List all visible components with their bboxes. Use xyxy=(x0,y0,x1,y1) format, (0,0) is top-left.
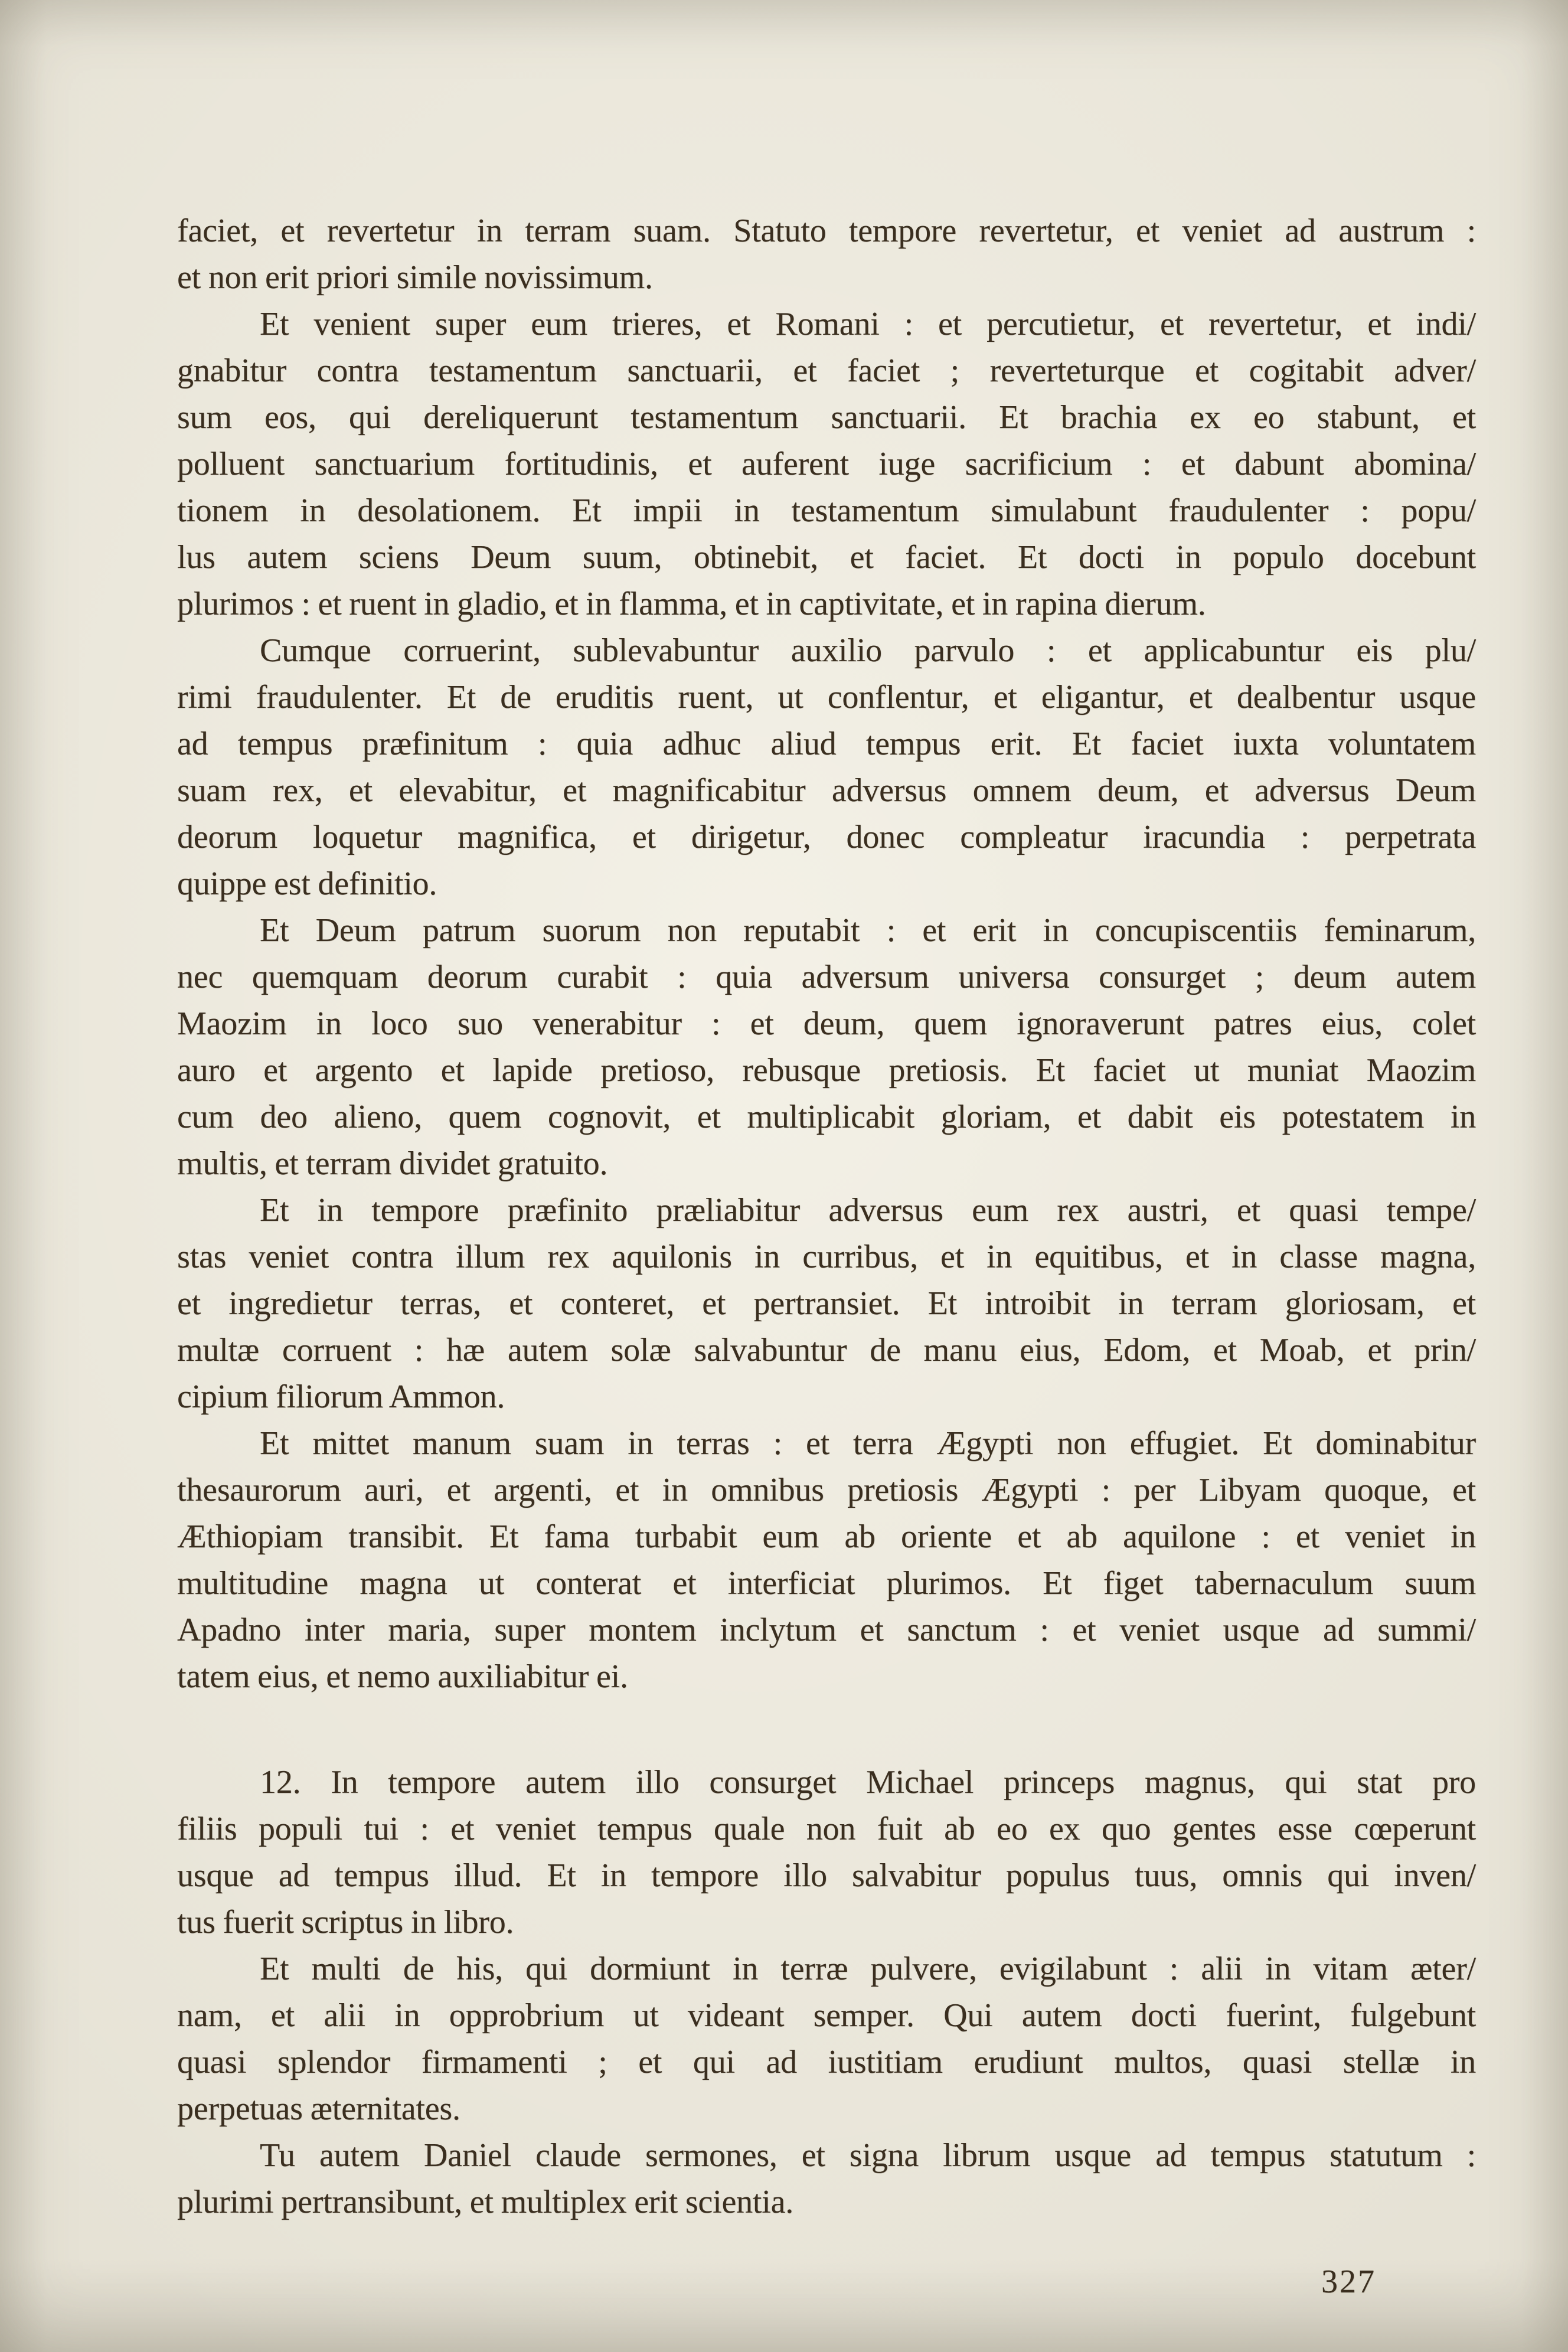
paragraph xyxy=(177,1946,1476,2132)
text-line: plurimi pertransibunt, et multiplex erit scientia. xyxy=(177,2184,794,2220)
text-line: multæ corruent : hæ autem solæ salvabuntur de manu eius, Edom, et Moab, et prin/ xyxy=(177,1332,1476,1368)
text-line: Et in tempore præfinito præliabitur adversus eum rex austri, et quasi tempe/ xyxy=(260,1192,1476,1229)
text-line: polluent sanctuarium fortitudinis, et auferent iuge sacrificium : et dabunt abomina/ xyxy=(177,446,1476,482)
text-line: Tu autem Daniel claude sermones, et signa librum usque ad tempus statutum : xyxy=(260,2137,1476,2174)
text-line: Et Deum patrum suorum non reputabit : et erit in concupiscentiis feminarum, xyxy=(260,912,1476,949)
text-line: quippe est definitio. xyxy=(177,865,437,902)
text-line: Æthiopiam transibit. Et fama turbabit eum ab oriente et ab aquilone : et veniet in xyxy=(177,1518,1476,1555)
text-line: plurimos : et ruent in gladio, et in flamma, et in captivitate, et in rapina dierum. xyxy=(177,586,1206,622)
text-line: rimi fraudulenter. Et de eruditis ruent, ut conflentur, et eligantur, et dealbentur usque xyxy=(177,679,1476,716)
text-line: thesaurorum auri, et argenti, et in omnibus pretiosis Ægypti : per Libyam quoque, et xyxy=(177,1472,1476,1508)
text-line: tatem eius, et nemo auxiliabitur ei. xyxy=(177,1658,628,1695)
text-line: nec quemquam deorum curabit : quia adversum universa consurget ; deum autem xyxy=(177,959,1476,995)
text-line: faciet, et revertetur in terram suam. Statuto tempore revertetur, et veniet ad austrum : xyxy=(177,213,1476,249)
paragraph xyxy=(177,1420,1476,1700)
text-line: Et multi de his, qui dormiunt in terræ pulvere, evigilabunt : alii in vitam æter/ xyxy=(260,1951,1476,1987)
text-line: auro et argento et lapide pretioso, rebusque pretiosis. Et faciet ut muniat Maozim xyxy=(177,1052,1476,1089)
text-line: et non erit priori simile novissimum. xyxy=(177,259,653,296)
text-line: gnabitur contra testamentum sanctuarii, et faciet ; reverteturque et cogitabit adver/ xyxy=(177,352,1476,389)
text-line: 12. In tempore autem illo consurget Michael princeps magnus, qui stat pro xyxy=(260,1764,1476,1801)
text-line: perpetuas æternitates. xyxy=(177,2090,460,2127)
paragraph xyxy=(177,2132,1476,2226)
text-line: cum deo alieno, quem cognovit, et multiplicabit gloriam, et dabit eis potestatem in xyxy=(177,1099,1476,1135)
paragraph xyxy=(177,1187,1476,1420)
text-line: filiis populi tui : et veniet tempus quale non fuit ab eo ex quo gentes esse cœperunt xyxy=(177,1811,1476,1847)
text-line: lus autem sciens Deum suum, obtinebit, et faciet. Et docti in populo docebunt xyxy=(177,539,1476,576)
text-line: cipium filiorum Ammon. xyxy=(177,1378,505,1415)
text-line: multitudine magna ut conterat et interficiat plurimos. Et figet tabernaculum suum xyxy=(177,1565,1476,1602)
text-line: ad tempus præfinitum : quia adhuc aliud tempus erit. Et faciet iuxta voluntatem xyxy=(177,726,1476,762)
text-line: suam rex, et elevabitur, et magnificabitur adversus omnem deum, et adversus Deum xyxy=(177,772,1476,809)
text-line: et ingredietur terras, et conteret, et pertransiet. Et introibit in terram gloriosam, et xyxy=(177,1285,1476,1322)
text-line: multis, et terram dividet gratuito. xyxy=(177,1145,608,1182)
text-line: sum eos, qui dereliquerunt testamentum sanctuarii. Et brachia ex eo stabunt, et xyxy=(177,399,1476,436)
text-line: tus fuerit scriptus in libro. xyxy=(177,1904,514,1941)
text-line: Et mittet manum suam in terras : et terra Ægypti non effugiet. Et dominabitur xyxy=(260,1425,1476,1462)
text-block xyxy=(177,208,1476,2226)
text-line: Et venient super eum trieres, et Romani : et percutietur, et revertetur, et indi/ xyxy=(260,306,1476,342)
text-line: Maozim in loco suo venerabitur : et deum, quem ignoraverunt patres eius, colet xyxy=(177,1005,1476,1042)
paragraph xyxy=(177,628,1476,907)
text-line: usque ad tempus illud. Et in tempore illo salvabitur populus tuus, omnis qui inven/ xyxy=(177,1857,1476,1894)
text-line: Apadno inter maria, super montem inclytum et sanctum : et veniet usque ad summi/ xyxy=(177,1612,1476,1648)
page-number: 327 xyxy=(1321,2263,1376,2300)
text-line: deorum loquetur magnifica, et dirigetur, donec compleatur iracundia : perpetrata xyxy=(177,819,1476,855)
paragraph xyxy=(177,1759,1476,1946)
text-line: Cumque corruerint, sublevabuntur auxilio parvulo : et applicabuntur eis plu/ xyxy=(260,632,1476,669)
paragraph xyxy=(177,907,1476,1187)
text-line: quasi splendor firmamenti ; et qui ad iustitiam erudiunt multos, quasi stellæ in xyxy=(177,2044,1476,2080)
text-line: nam, et alii in opprobrium ut videant semper. Qui autem docti fuerint, fulgebunt xyxy=(177,1997,1476,2034)
text-line: stas veniet contra illum rex aquilonis in curribus, et in equitibus, et in classe magna, xyxy=(177,1239,1476,1275)
text-line: tionem in desolationem. Et impii in testamentum simulabunt fraudulenter : popu/ xyxy=(177,492,1476,529)
paragraph xyxy=(177,301,1476,628)
paragraph xyxy=(177,208,1476,301)
